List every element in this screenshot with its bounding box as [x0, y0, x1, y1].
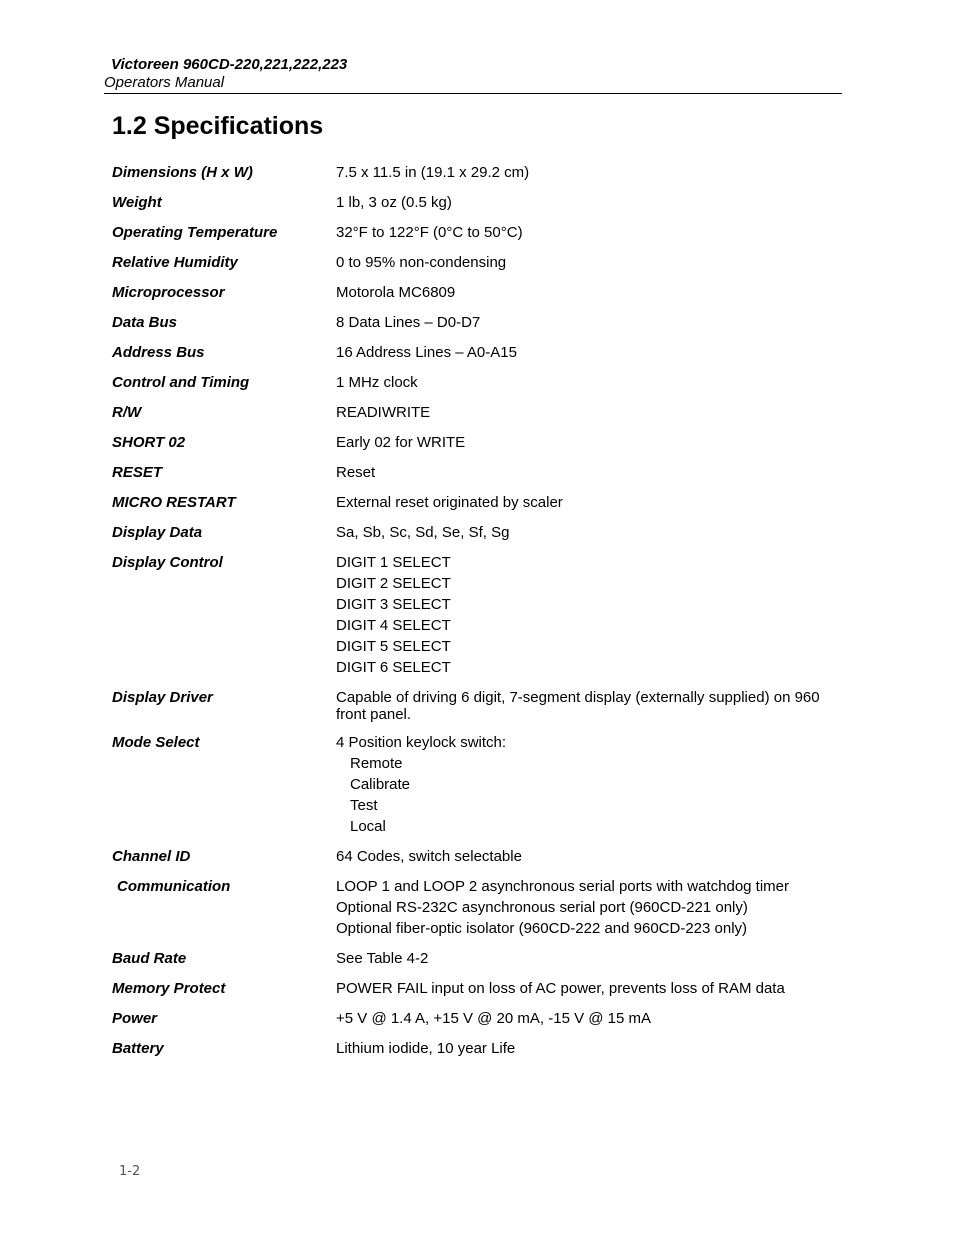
spec-value — [336, 462, 852, 483]
spec-value-line: External reset originated by scaler — [336, 494, 563, 511]
spec-label: Microprocessor — [112, 284, 225, 301]
spec-label: Relative Humidity — [112, 254, 238, 271]
spec-value — [336, 192, 852, 213]
spec-value-subline: Remote — [350, 755, 403, 772]
header-product-title: Victoreen 960CD-220,221,222,223 — [111, 56, 348, 73]
spec-row — [112, 192, 852, 213]
spec-value — [336, 342, 852, 363]
spec-label: Mode Select — [112, 734, 200, 751]
spec-value — [336, 162, 852, 183]
spec-value — [336, 312, 852, 333]
spec-value-line: DIGIT 4 SELECT — [336, 617, 451, 634]
spec-value-line: Reset — [336, 464, 376, 481]
spec-value — [336, 402, 852, 423]
spec-row — [112, 282, 852, 303]
spec-value-line: DIGIT 1 SELECT — [336, 554, 451, 571]
spec-value-line: Early 02 for WRITE — [336, 434, 466, 451]
spec-label: Dimensions (H x W) — [112, 164, 253, 181]
spec-row — [112, 432, 852, 453]
header-manual-title: Operators Manual — [104, 74, 225, 91]
spec-row — [112, 372, 852, 393]
spec-value — [336, 222, 852, 243]
spec-value-line: 7.5 x 11.5 in (19.1 x 29.2 cm) — [336, 164, 530, 181]
spec-label: Data Bus — [112, 314, 178, 331]
spec-value-line: Optional fiber-optic isolator (960CD-222 and 960CD-223 only) — [336, 920, 748, 937]
spec-label: Channel ID — [112, 848, 191, 865]
spec-row — [112, 312, 852, 333]
spec-label: Weight — [112, 194, 162, 211]
running-header — [104, 56, 842, 94]
spec-label: Memory Protect — [112, 980, 226, 997]
spec-row — [112, 732, 852, 837]
spec-value-line: 32°F to 122°F (0°C to 50°C) — [336, 224, 523, 241]
spec-row — [112, 342, 852, 363]
spec-row — [112, 522, 852, 543]
spec-value-line: Optional RS-232C asynchronous serial port (960CD-221 only) — [336, 899, 748, 916]
spec-label: Display Control — [112, 554, 223, 571]
spec-value-line: 1 MHz clock — [336, 374, 418, 391]
spec-value — [336, 432, 852, 453]
spec-value-line: DIGIT 2 SELECT — [336, 575, 451, 592]
spec-value-line: +5 V @ 1.4 A, +15 V @ 20 mA, -15 V @ 15 mA — [336, 1010, 651, 1027]
spec-row — [112, 252, 852, 273]
spec-label: Display Data — [112, 524, 203, 541]
spec-row — [112, 492, 852, 513]
section-title: 1.2 Specifications — [112, 112, 324, 140]
spec-row — [112, 162, 852, 183]
spec-value — [336, 372, 852, 393]
spec-value-line: Lithium iodide, 10 year Life — [336, 1040, 516, 1057]
spec-row — [112, 846, 852, 867]
spec-label: MICRO RESTART — [112, 494, 236, 511]
spec-value-text: Capable of driving 6 digit, 7-segment display (externally supplied) on 960 front panel. — [336, 689, 820, 723]
spec-value-line: LOOP 1 and LOOP 2 asynchronous serial ports with watchdog timer — [336, 878, 790, 895]
spec-value-subline: Test — [350, 797, 378, 814]
spec-value — [336, 282, 852, 303]
spec-row — [112, 1008, 852, 1029]
spec-value-line: 0 to 95% non-condensing — [336, 254, 507, 271]
spec-value — [336, 876, 852, 939]
spec-value-line: 4 Position keylock switch: — [336, 734, 507, 751]
spec-value-line: 1 lb, 3 oz (0.5 kg) — [336, 194, 452, 211]
spec-value — [336, 1008, 852, 1029]
spec-value — [336, 492, 852, 513]
spec-value-line: 16 Address Lines – A0-A15 — [336, 344, 517, 361]
spec-label: Operating Temperature — [112, 224, 278, 241]
spec-value — [336, 552, 852, 678]
spec-value — [336, 522, 852, 543]
spec-label: Communication — [117, 878, 231, 895]
spec-label: Battery — [112, 1040, 164, 1057]
spec-label: Baud Rate — [112, 950, 187, 967]
spec-value — [336, 687, 852, 723]
spec-value-line: 64 Codes, switch selectable — [336, 848, 522, 865]
page-number: 1-2 — [119, 1164, 141, 1179]
spec-row — [112, 552, 852, 678]
spec-row — [112, 978, 852, 999]
spec-value-line: Sa, Sb, Sc, Sd, Se, Sf, Sg — [336, 524, 510, 541]
spec-row — [112, 1038, 852, 1059]
spec-value-line: DIGIT 6 SELECT — [336, 659, 451, 676]
spec-label: Address Bus — [112, 344, 205, 361]
spec-value-subline: Local — [350, 818, 386, 835]
spec-value-line: Motorola MC6809 — [336, 284, 456, 301]
spec-value — [336, 978, 852, 999]
spec-label: Control and Timing — [112, 374, 250, 391]
spec-label: Display Driver — [112, 689, 213, 706]
spec-row — [112, 948, 852, 969]
spec-value — [336, 948, 852, 969]
spec-row — [112, 222, 852, 243]
spec-row — [112, 687, 852, 723]
spec-value-line: DIGIT 5 SELECT — [336, 638, 451, 655]
spec-row — [112, 402, 852, 423]
spec-label: SHORT 02 — [112, 434, 186, 451]
spec-value — [336, 846, 852, 867]
spec-value-line: See Table 4-2 — [336, 950, 429, 967]
spec-row — [112, 462, 852, 483]
spec-label: RESET — [112, 464, 163, 481]
spec-label: R/W — [112, 404, 142, 421]
spec-value — [336, 1038, 852, 1059]
spec-row — [112, 876, 852, 939]
spec-value — [336, 732, 852, 837]
spec-value-line: DIGIT 3 SELECT — [336, 596, 451, 613]
spec-label: Power — [112, 1010, 158, 1027]
spec-value — [336, 252, 852, 273]
specifications-table — [112, 162, 852, 1068]
spec-value-subline: Calibrate — [350, 776, 411, 793]
spec-value-line: READIWRITE — [336, 404, 431, 421]
spec-value-line: 8 Data Lines – D0-D7 — [336, 314, 481, 331]
spec-value-line: POWER FAIL input on loss of AC power, prevents loss of RAM data — [336, 980, 785, 997]
